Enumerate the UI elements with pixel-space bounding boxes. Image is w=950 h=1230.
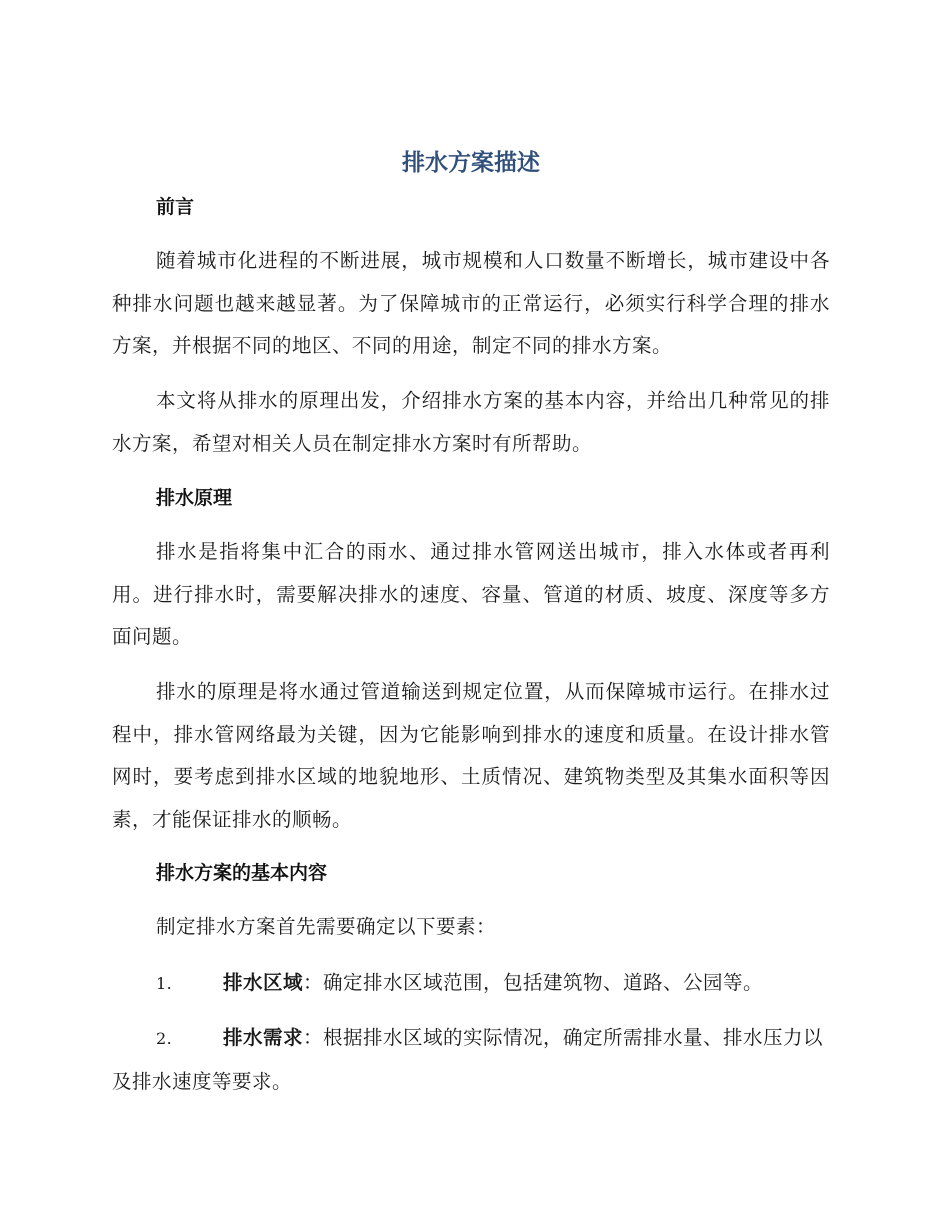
section-heading-basic-content: 排水方案的基本内容 (156, 862, 328, 884)
paragraph: 制定排水方案首先需要确定以下要素： (156, 915, 497, 938)
list-text: ：根据排水区域的实际情况，确定所需排水量、排水压力以及排水速度等要求。 (112, 1026, 824, 1093)
paragraph: 随着城市化进程的不断进展，城市规模和人口数量不断增长，城市建设中各种排水问题也越来越显著。为了保障城市的正常运行，必须实行科学合理的排水方案，并根据不同的地区、不同的用途，制定不同的排水方案。 (112, 249, 830, 357)
list-number: 2. (156, 1029, 173, 1048)
list-term: 排水区域 (223, 971, 304, 994)
paragraph: 本文将从排水的原理出发，介绍排水方案的基本内容，并给出几种常见的排水方案，希望对相关人员在制定排水方案时有所帮助。 (112, 389, 830, 455)
list-item (112, 1017, 830, 1103)
list-item (112, 962, 830, 1006)
section-heading-preface: 前言 (156, 196, 195, 218)
list-term: 排水需求 (223, 1026, 304, 1049)
document-title: 排水方案描述 (402, 150, 540, 176)
paragraph: 排水的原理是将水通过管道输送到规定位置，从而保障城市运行。在排水过程中，排水管网络最为关键，因为它能影响到排水的速度和质量。在设计排水管网时，要考虑到排水区域的地貌地形、土质情况、建筑物类型及其集水面积等因素，才能保证排水的顺畅。 (112, 680, 830, 831)
paragraph: 排水是指将集中汇合的雨水、通过排水管网送出城市，排入水体或者再利用。进行排水时，需要解决排水的速度、容量、管道的材质、坡度、深度等多方面问题。 (112, 540, 830, 648)
list-number: 1. (156, 974, 173, 993)
list-text: ：确定排水区域范围，包括建筑物、道路、公园等。 (303, 971, 764, 994)
section-heading-principle: 排水原理 (156, 487, 233, 509)
